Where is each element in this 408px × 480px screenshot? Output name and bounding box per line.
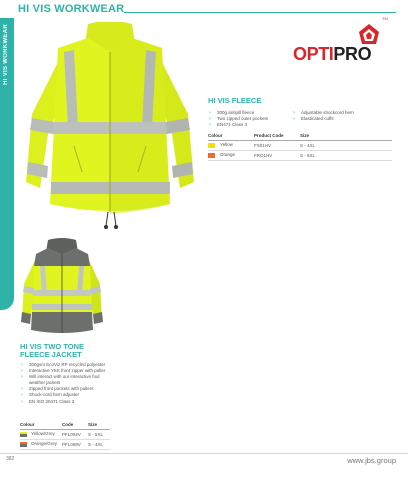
code-cell: PFL004V — [62, 429, 88, 439]
colour-name: Orange — [220, 152, 236, 158]
yellow-swatch-icon — [208, 143, 215, 148]
footer-url: www.jbs.group — [347, 456, 396, 465]
brand-trademark: TM — [382, 16, 388, 21]
size-cell: S - 5XL — [88, 429, 110, 439]
size-cell: S - 6XL — [300, 150, 392, 160]
list-item: › 300gsm EcoViz RP recycled polyester — [20, 362, 112, 368]
brand-name-part2: PRO — [333, 44, 372, 64]
shield-mark-icon — [358, 23, 380, 45]
fleece-features-right — [292, 110, 390, 122]
table-row — [20, 439, 110, 449]
colour-cell — [208, 140, 254, 150]
header-divider — [124, 12, 396, 13]
column-header: Colour — [20, 421, 62, 429]
list-item: › Elasticated cuffs — [292, 116, 390, 122]
table-row — [208, 150, 392, 160]
list-item: › Interactive YKK front zipper with puller — [20, 368, 112, 374]
colour-cell — [208, 150, 254, 160]
list-item: › Will interact with our interactive foul weather jackets — [20, 374, 112, 386]
list-item: › EN471 Class 3 — [208, 122, 300, 128]
colour-cell — [20, 439, 62, 449]
brand-logo — [293, 44, 371, 65]
list-item: › Two zipped outer pockets — [208, 116, 300, 122]
fleece-features-left — [208, 110, 300, 128]
table-row — [208, 140, 392, 150]
table-row — [20, 429, 110, 439]
table-header-row — [208, 132, 392, 140]
column-header: Colour — [208, 132, 254, 140]
orange-swatch-icon — [208, 153, 215, 158]
two-tone-title — [20, 343, 84, 359]
two-tone-jacket-image — [20, 238, 104, 338]
two-tone-spec-table — [20, 421, 110, 450]
colour-name: Orange/Grey — [31, 441, 58, 447]
colour-cell — [20, 429, 62, 439]
size-cell: S - 4XL — [88, 439, 110, 449]
colour-name: Yellow — [220, 142, 233, 148]
fleece-title: HI VIS FLEECE — [208, 96, 262, 105]
column-header: Product Code — [254, 132, 300, 140]
fleece-spec-table — [208, 132, 392, 161]
code-cell: PFL009V — [62, 439, 88, 449]
yellow-grey-swatch-icon — [20, 432, 27, 437]
size-cell: S - 4XL — [300, 140, 392, 150]
colour-name: Yellow/Grey — [31, 431, 55, 437]
list-item: › Shock-cord hem adjuster — [20, 392, 112, 398]
code-cell: FS01HV — [254, 140, 300, 150]
two-tone-title-line2: FLEECE JACKET — [20, 350, 82, 359]
side-tab-label: HI VIS WORKWEAR — [3, 24, 9, 85]
code-cell: FRO1HV — [254, 150, 300, 160]
two-tone-features — [20, 362, 112, 405]
list-item: › EN ISO 20471 Class 3 — [20, 399, 112, 405]
page-number: 382 — [6, 456, 15, 462]
brand-name-part1: OPTI — [293, 44, 334, 64]
orange-grey-swatch-icon — [20, 442, 27, 447]
hi-vis-fleece-image — [22, 22, 198, 232]
column-header: Size — [88, 421, 110, 429]
page-title: HI VIS WORKWEAR — [18, 3, 125, 15]
column-header: Code — [62, 421, 88, 429]
two-tone-title-line1: HI VIS TWO TONE — [20, 342, 85, 351]
footer-divider — [0, 453, 408, 454]
list-item: › Zipped front pockets with pullers — [20, 386, 112, 392]
list-item: › 300g antipill fleece — [208, 110, 300, 116]
table-header-row — [20, 421, 110, 429]
list-item: › Adjustable shockcord hem — [292, 110, 390, 116]
column-header: Size — [300, 132, 392, 140]
